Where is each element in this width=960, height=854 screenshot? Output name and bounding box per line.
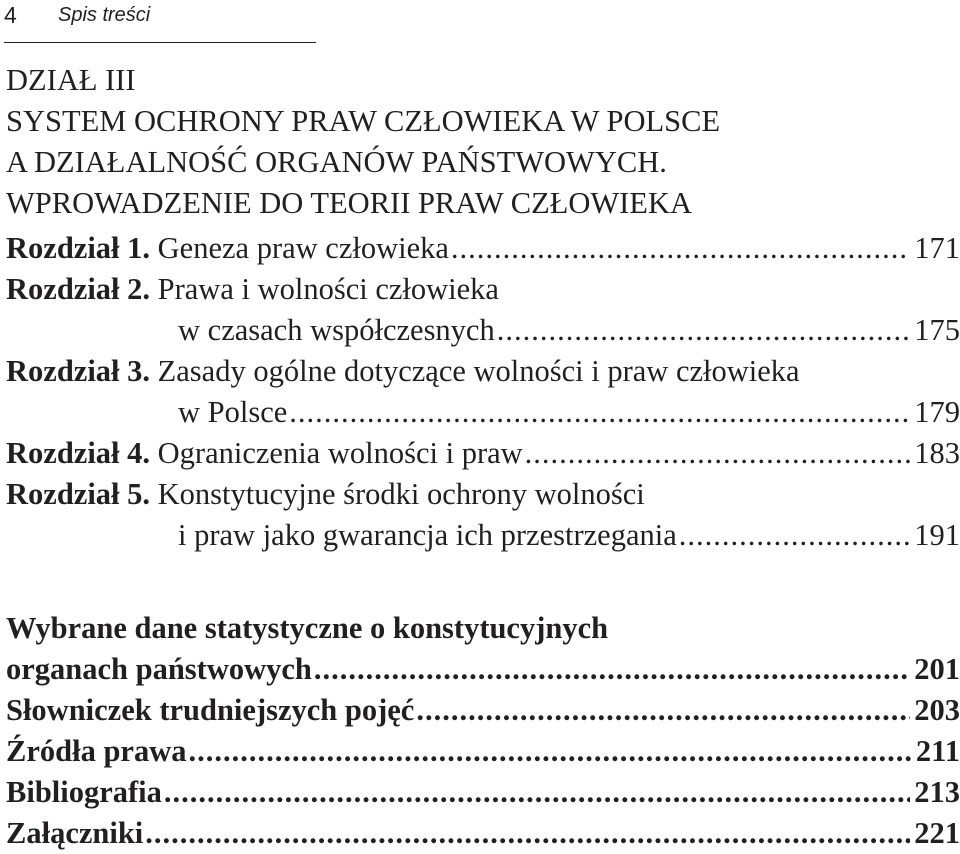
chapter-title: Zasady ogólne dotyczące wolności i praw człowieka bbox=[157, 354, 800, 388]
toc-entry-chapter-2[interactable] bbox=[6, 269, 960, 310]
dot-leader bbox=[451, 228, 910, 269]
page-ref: 203 bbox=[914, 693, 960, 727]
part-heading-line: A DZIAŁALNOŚĆ ORGANÓW PAŃSTWOWYCH. bbox=[6, 145, 667, 179]
dot-leader bbox=[525, 433, 911, 474]
chapter-title: Konstytucyjne środki ochrony wolności bbox=[157, 477, 645, 511]
toc-entry-chapter-5-cont[interactable] bbox=[6, 515, 960, 556]
toc-entry-chapter-3-cont[interactable] bbox=[6, 392, 960, 433]
part-heading-line: WPROWADZENIE DO TEORII PRAW CZŁOWIEKA bbox=[6, 186, 692, 220]
part-heading-line: SYSTEM OCHRONY PRAW CZŁOWIEKA W POLSCE bbox=[6, 104, 721, 138]
page-ref: 211 bbox=[915, 734, 960, 768]
toc-entry-glossary[interactable] bbox=[6, 690, 960, 731]
toc-entry-statistics-cont[interactable] bbox=[6, 649, 960, 690]
running-title: Spis treści bbox=[58, 4, 151, 26]
page-number: 4 bbox=[4, 2, 17, 28]
toc-entry-statistics[interactable] bbox=[6, 608, 960, 649]
dot-leader bbox=[416, 690, 910, 731]
running-header bbox=[4, 0, 316, 43]
chapter-title: Geneza praw człowieka bbox=[157, 231, 449, 265]
page-ref: 175 bbox=[914, 313, 960, 347]
page-ref: 191 bbox=[914, 518, 960, 552]
chapter-list bbox=[6, 228, 960, 556]
toc-entry-chapter-3[interactable] bbox=[6, 351, 960, 392]
chapter-label: Rozdział 1. bbox=[6, 231, 151, 265]
toc-entry-chapter-1[interactable] bbox=[6, 228, 960, 269]
dot-leader bbox=[289, 392, 910, 433]
toc-entry-appendices[interactable] bbox=[6, 813, 960, 854]
entry-title: Słowniczek trudniejszych pojęć bbox=[6, 693, 415, 727]
entry-title-cont: organach państwowych bbox=[6, 652, 312, 686]
page-ref: 179 bbox=[914, 395, 960, 429]
chapter-title-cont: w Polsce bbox=[178, 395, 288, 429]
chapter-title: Prawa i wolności człowieka bbox=[157, 272, 499, 306]
dot-leader bbox=[314, 649, 910, 690]
chapter-title: Ograniczenia wolności i praw bbox=[157, 436, 523, 470]
page-ref: 171 bbox=[914, 231, 960, 265]
entry-title: Źródła prawa bbox=[6, 734, 187, 768]
entry-title: Załączniki bbox=[6, 816, 144, 850]
dot-leader bbox=[679, 515, 910, 556]
toc-entry-chapter-2-cont[interactable] bbox=[6, 310, 960, 351]
part-heading bbox=[6, 60, 946, 224]
page-ref: 221 bbox=[914, 816, 960, 850]
chapter-label: Rozdział 4. bbox=[6, 436, 151, 470]
entry-title: Bibliografia bbox=[6, 775, 162, 809]
part-heading-line: DZIAŁ III bbox=[6, 63, 136, 97]
toc-entry-bibliography[interactable] bbox=[6, 772, 960, 813]
chapter-title-cont: i praw jako gwarancja ich przestrzegania bbox=[178, 518, 677, 552]
chapter-label: Rozdział 5. bbox=[6, 477, 151, 511]
dot-leader bbox=[164, 772, 910, 813]
dot-leader bbox=[145, 813, 910, 854]
entry-title: Wybrane dane statystyczne o konstytucyjnych bbox=[6, 611, 609, 645]
chapter-label: Rozdział 2. bbox=[6, 272, 151, 306]
toc-entry-chapter-5[interactable] bbox=[6, 474, 960, 515]
dot-leader bbox=[497, 310, 911, 351]
toc-entry-sources[interactable] bbox=[6, 731, 960, 772]
toc-entry-chapter-4[interactable] bbox=[6, 433, 960, 474]
page-ref: 201 bbox=[914, 652, 960, 686]
page-ref: 213 bbox=[914, 775, 960, 809]
backmatter-list bbox=[6, 608, 960, 854]
chapter-label: Rozdział 3. bbox=[6, 354, 151, 388]
dot-leader bbox=[188, 731, 911, 772]
page-ref: 183 bbox=[914, 436, 960, 470]
chapter-title-cont: w czasach współczesnych bbox=[178, 313, 495, 347]
